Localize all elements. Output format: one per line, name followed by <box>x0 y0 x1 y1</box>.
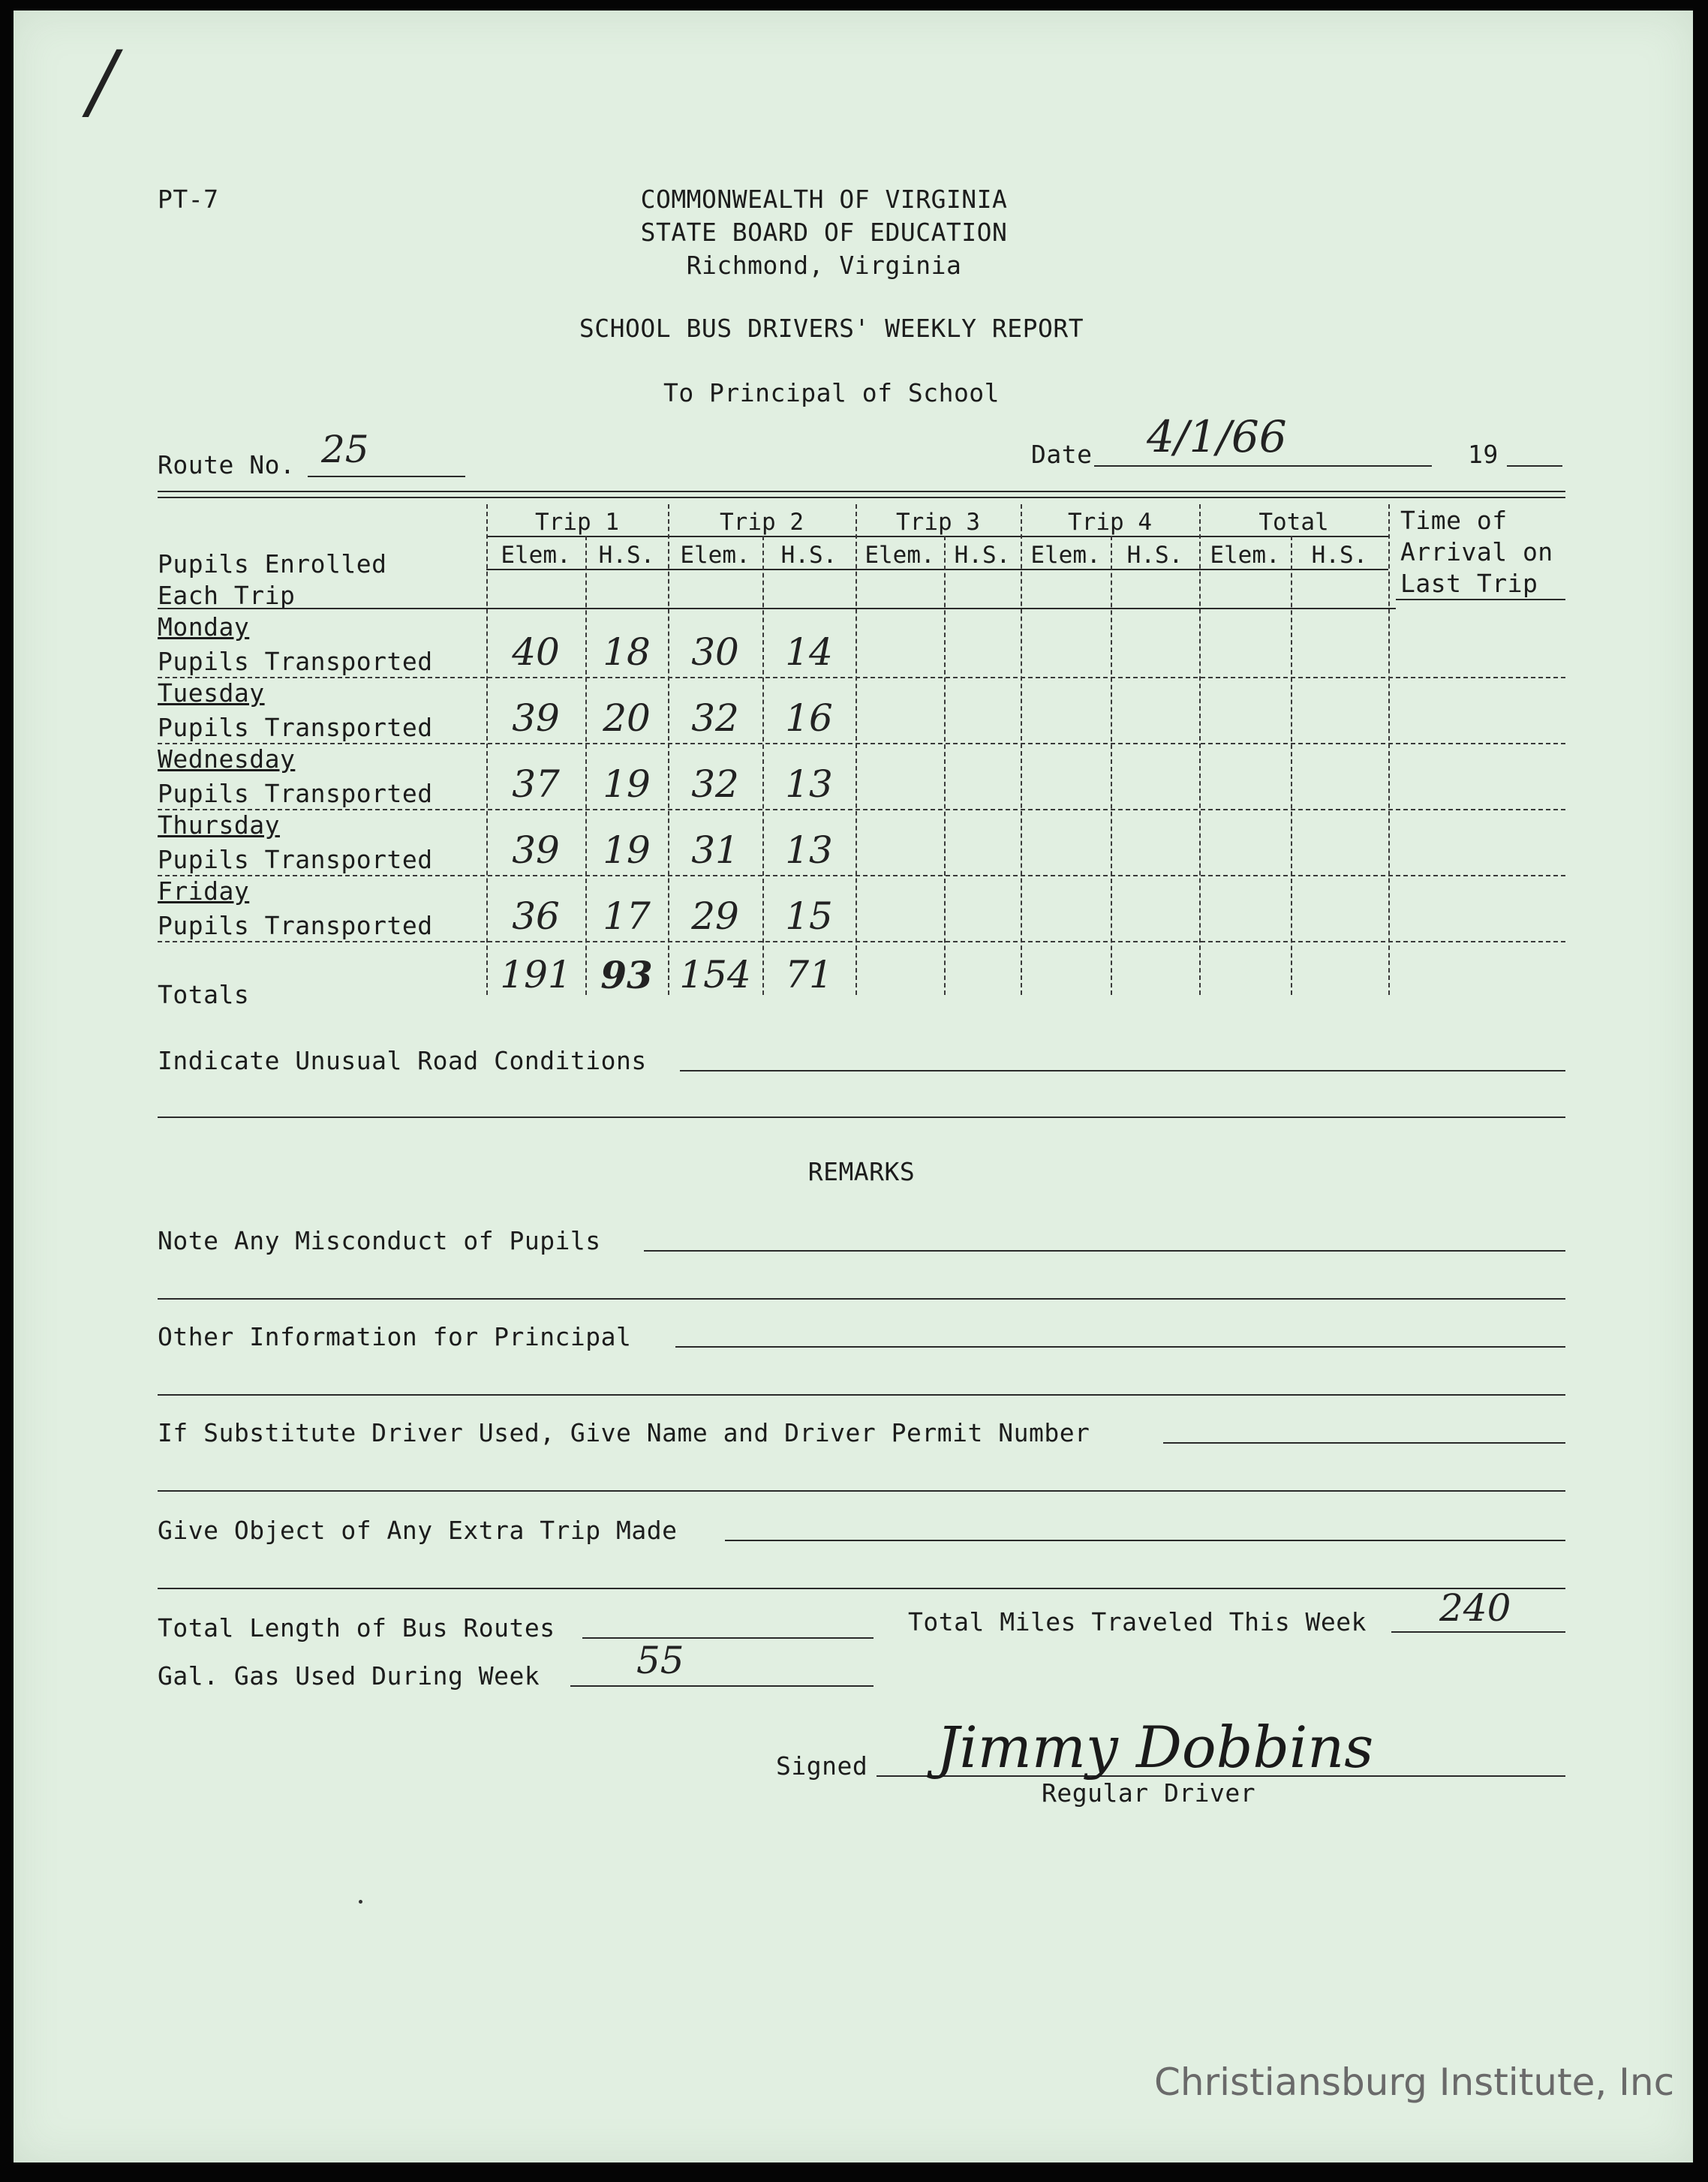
total-header: Total <box>1258 509 1329 536</box>
signature-caption: Regular Driver <box>1042 1778 1256 1808</box>
misconduct-line-2[interactable] <box>158 1298 1565 1300</box>
form-code: PT-7 <box>158 185 219 214</box>
substitute-label: If Substitute Driver Used, Give Name and Driver Permit Number <box>158 1418 1090 1447</box>
trip-1-hs-value: 19 <box>603 828 651 872</box>
subheader-elem: Elem. <box>865 542 935 569</box>
day-label: Friday <box>158 876 250 906</box>
table-top-rule-2 <box>158 497 1565 498</box>
col-sep-9 <box>1199 504 1201 995</box>
trip-2-hs-value: 13 <box>785 762 833 806</box>
subheader-elem: Elem. <box>1210 542 1280 569</box>
substitute-line-2[interactable] <box>158 1490 1565 1492</box>
route-underline <box>308 476 465 477</box>
miles-label: Total Miles Traveled This Week <box>908 1607 1367 1636</box>
trip-2-elem-value: 30 <box>691 630 739 674</box>
subheader-hs: H.S. <box>780 542 837 569</box>
trip-2-elem-value: 29 <box>691 894 739 938</box>
subheader-hs: H.S. <box>1126 542 1183 569</box>
trip-2-elem-value: 31 <box>691 828 739 872</box>
date-value: 4/1/66 <box>1147 411 1287 462</box>
misconduct-label: Note Any Misconduct of Pupils <box>158 1226 601 1255</box>
trip-3-header: Trip 3 <box>896 509 980 536</box>
trip-1-elem-value: 37 <box>512 762 560 806</box>
row-label: Pupils Transported <box>158 845 433 874</box>
trip-2-elem-value: 32 <box>691 762 739 806</box>
row-rule <box>158 875 1565 876</box>
trip-header-rule <box>486 536 1388 537</box>
col-sep-11 <box>1388 504 1390 995</box>
col-sep-7 <box>1021 504 1022 995</box>
subheader-elem: Elem. <box>1030 542 1101 569</box>
other-info-label: Other Information for Principal <box>158 1322 632 1351</box>
report-title: SCHOOL BUS DRIVERS' WEEKLY REPORT <box>579 314 1084 343</box>
to-line: To Principal of School <box>663 378 1000 407</box>
trip-2-hs-value: 14 <box>785 630 833 674</box>
signed-label: Signed <box>776 1751 868 1781</box>
gas-label: Gal. Gas Used During Week <box>158 1661 540 1691</box>
substitute-line-1[interactable] <box>1163 1442 1565 1444</box>
gas-value: 55 <box>636 1639 684 1682</box>
extra-trip-label: Give Object of Any Extra Trip Made <box>158 1516 678 1545</box>
remarks-heading: REMARKS <box>807 1157 916 1186</box>
row-label: Pupils Transported <box>158 713 433 742</box>
miles-underline[interactable] <box>1391 1631 1565 1633</box>
other-info-line-1[interactable] <box>675 1346 1565 1348</box>
date-label: Date <box>1031 440 1093 469</box>
header-line-3: Richmond, Virginia <box>686 251 962 280</box>
misconduct-line-1[interactable] <box>644 1250 1565 1252</box>
year-underline <box>1507 465 1562 467</box>
subheader-hs: H.S. <box>598 542 655 569</box>
trip-1-hs-value: 20 <box>603 696 651 740</box>
other-info-line-2[interactable] <box>158 1394 1565 1396</box>
trip-1-elem-value: 39 <box>512 696 560 740</box>
col-sep-5 <box>856 504 857 995</box>
trip-1-elem-total: 191 <box>500 953 572 996</box>
subheader-hs: H.S. <box>954 542 1011 569</box>
day-label: Wednesday <box>158 744 296 774</box>
row-label: Pupils Transported <box>158 911 433 940</box>
trip-1-header: Trip 1 <box>535 509 619 536</box>
trip-2-elem-value: 32 <box>691 696 739 740</box>
trip-1-elem-value: 39 <box>512 828 560 872</box>
extra-trip-line-2[interactable] <box>158 1588 1565 1589</box>
paper-speck <box>359 1900 362 1904</box>
day-label: Thursday <box>158 810 280 840</box>
row-rule <box>158 677 1565 678</box>
table-top-rule-1 <box>158 491 1565 492</box>
time-header-rule <box>1396 599 1565 600</box>
enrolled-rule <box>158 608 1396 609</box>
extra-trip-line-1[interactable] <box>725 1540 1565 1541</box>
trip-2-hs-value: 16 <box>785 696 833 740</box>
trip-2-hs-total: 71 <box>785 953 833 996</box>
watermark: Christiansburg Institute, Inc <box>1154 2060 1675 2104</box>
row-rule <box>158 743 1565 744</box>
route-length-underline[interactable] <box>582 1637 874 1639</box>
totals-label: Totals <box>158 980 250 1009</box>
header-line-2: STATE BOARD OF EDUCATION <box>640 218 1008 247</box>
enrolled-label-line-1: Pupils Enrolled <box>158 549 387 579</box>
col-sep-6 <box>944 536 946 995</box>
year-label: 19 <box>1468 440 1499 469</box>
miles-value: 240 <box>1439 1586 1511 1630</box>
day-label: Tuesday <box>158 678 265 708</box>
corner-mark: / <box>89 33 117 129</box>
road-conditions-label: Indicate Unusual Road Conditions <box>158 1046 647 1075</box>
subheader-hs: H.S. <box>1311 542 1368 569</box>
time-header-line-1: Time of <box>1400 506 1508 535</box>
trip-1-hs-value: 18 <box>603 630 651 674</box>
row-label: Pupils Transported <box>158 647 433 676</box>
row-label: Pupils Transported <box>158 779 433 808</box>
trip-2-hs-value: 13 <box>785 828 833 872</box>
subheader-rule <box>486 569 1388 570</box>
trip-1-hs-value: 19 <box>603 762 651 806</box>
subheader-elem: Elem. <box>680 542 750 569</box>
route-value: 25 <box>321 428 369 471</box>
trip-2-elem-total: 154 <box>679 953 751 996</box>
header-line-1: COMMONWEALTH OF VIRGINIA <box>640 185 1008 214</box>
trip-1-elem-value: 36 <box>512 894 560 938</box>
trip-2-hs-value: 15 <box>785 894 833 938</box>
gas-underline[interactable] <box>570 1685 874 1687</box>
route-length-label: Total Length of Bus Routes <box>158 1613 555 1643</box>
route-label: Route No. <box>158 450 296 479</box>
trip-4-header: Trip 4 <box>1068 509 1152 536</box>
road-conditions-line-2[interactable] <box>158 1117 1565 1118</box>
document-page <box>14 11 1693 2162</box>
trip-2-header: Trip 2 <box>720 509 804 536</box>
enrolled-label-line-2: Each Trip <box>158 581 296 610</box>
col-sep-8 <box>1111 536 1112 995</box>
time-header-line-2: Arrival on <box>1400 537 1553 567</box>
trip-1-hs-total: 93 <box>600 953 653 997</box>
day-label: Monday <box>158 612 250 642</box>
time-header-line-3: Last Trip <box>1400 569 1538 598</box>
trip-1-elem-value: 40 <box>512 630 560 674</box>
subheader-elem: Elem. <box>501 542 571 569</box>
signature: Jimmy Dobbins <box>937 1714 1374 1781</box>
row-rule <box>158 941 1565 942</box>
col-sep-10 <box>1291 536 1292 995</box>
row-rule <box>158 809 1565 810</box>
road-conditions-line-1[interactable] <box>680 1070 1565 1071</box>
date-underline <box>1094 465 1432 467</box>
trip-1-hs-value: 17 <box>603 894 651 938</box>
